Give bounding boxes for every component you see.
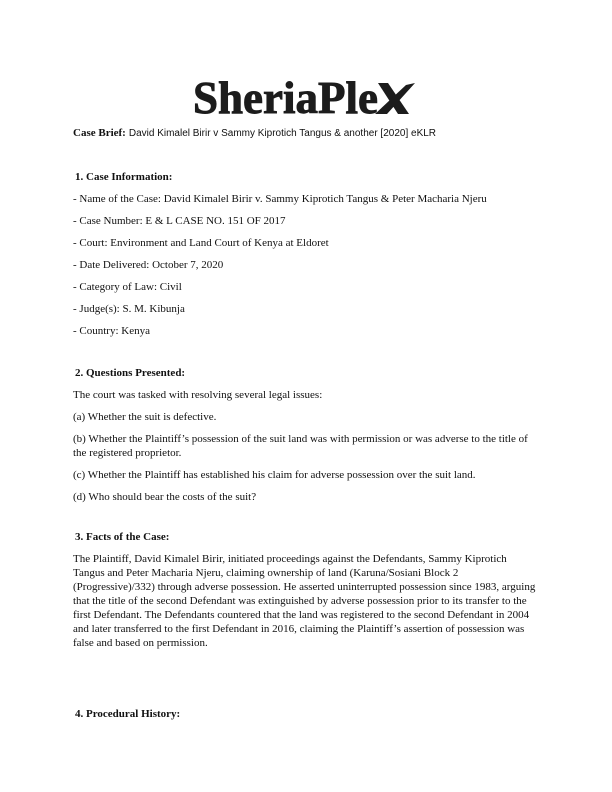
country-item: - Country: Kenya — [73, 325, 150, 337]
logo-x-mark-icon — [375, 83, 415, 114]
sheriaplex-logo — [193, 73, 415, 123]
logo-wordmark: SheriaPle — [193, 73, 378, 123]
section-heading: 2. Questions Presented: — [75, 367, 186, 379]
section-case-information — [73, 170, 540, 346]
section-heading: 3. Facts of the Case: — [75, 531, 170, 543]
judges-item: - Judge(s): S. M. Kibunja — [73, 303, 185, 315]
case-brief-title: David Kimalel Birir v Sammy Kiprotich Tangus & another [2020] eKLR — [128, 128, 437, 139]
section-facts-of-the-case — [73, 530, 540, 658]
question-item: (b) Whether the Plaintiff’s possession of the suit land was with permission or was adverse to the title of the registered proprietor. — [73, 433, 528, 459]
section-heading: 4. Procedural History: — [75, 708, 181, 720]
case-number-item: - Case Number: E & L CASE NO. 151 OF 2017 — [73, 215, 286, 227]
date-delivered-item: - Date Delivered: October 7, 2020 — [73, 259, 224, 271]
court-item: - Court: Environment and Land Court of Kenya at Eldoret — [73, 237, 329, 249]
question-item: (d) Who should bear the costs of the suit? — [73, 491, 257, 503]
document-body — [73, 126, 540, 729]
question-item: (c) Whether the Plaintiff has established his claim for adverse possession over the suit land. — [73, 469, 476, 481]
case-name-item: - Name of the Case: David Kimalel Birir v. Sammy Kiprotich Tangus & Peter Macharia Njeru — [73, 193, 487, 205]
case-brief-line — [73, 126, 540, 140]
facts-paragraph: The Plaintiff, David Kimalel Birir, initiated proceedings against the Defendants, Sammy Kiprotich Tangus and Peter Macharia Njeru, claiming ownership of land (Karuna/Sosiani Block 2 (Progressive)/332) through adverse possession. He asserted uninterrupted possession since 1983, arguing that the title of the second Defendant was extinguished by adverse possession prior to its transfer to the first Defendant. The Defendants countered that the land was registered to the second Defendant in 2004 and later transferred to the first Defendant in 2016, claiming the Plaintiff’s assertion of possession was false and based on permission. — [73, 553, 536, 649]
category-of-law-item: - Category of Law: Civil — [73, 281, 182, 293]
section-heading: 1. Case Information: — [75, 171, 173, 183]
section-procedural-history — [73, 707, 540, 729]
questions-intro: The court was tasked with resolving several legal issues: — [73, 389, 323, 401]
case-brief-label: Case Brief: — [73, 127, 126, 139]
question-item: (a) Whether the suit is defective. — [73, 411, 217, 423]
section-questions-presented — [73, 366, 540, 512]
